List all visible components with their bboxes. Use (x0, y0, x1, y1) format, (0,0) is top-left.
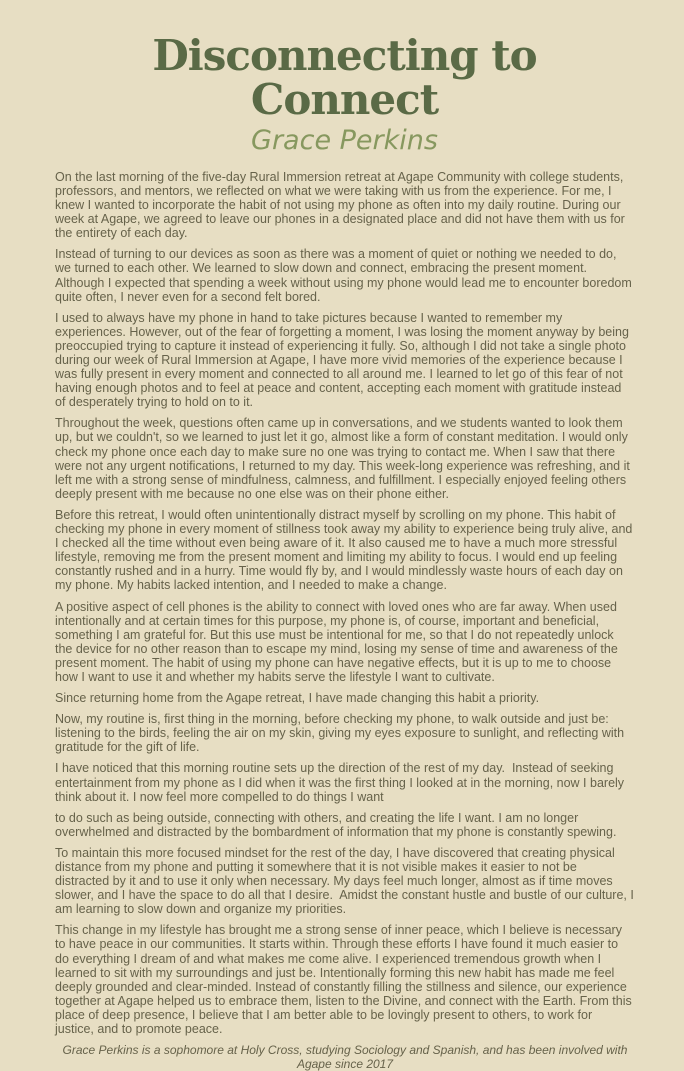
article-paragraph: This change in my lifestyle has brought me a strong sense of inner peace, which I believe is necessary to have peace in our communities. It starts within. Through these efforts I have found it much easier to do everything I dream of and what makes me come alive. I experienced tremendous growth when I learned to sit with my surroundings and just be. Intentionally forming this new habit has made me feel deeply grounded and clear-minded. Instead of constantly filling the stillness and silence, our experience together at Agape helped us to embrace them, listen to the Divine, and connect with the Earth. From this place of deep presence, I believe that I am better able to be lovingly present to others, to work for justice, and to promote peace. (55, 923, 636, 1037)
article-paragraph: On the last morning of the five-day Rural Immersion retreat at Agape Community with college students, professors, and mentors, we reflected on what we were taking with us from the experience. For me, I knew I wanted to incorporate the habit of not using my phone as often into my daily routine. During our week at Agape, we agreed to leave our phones in a designated place and did not have them with us for the entirety of each day. (55, 169, 629, 241)
article-paragraph: To maintain this more focused mindset for the rest of the day, I have discovered that creating physical distance from my phone and putting it somewhere that it is not visible makes it easier to not be distracted by it and to use it only when necessary. My days feel much longer, almost as if time moves slower, and I have the space to do all that I desire. Amidst the constant hustle and bustle of our culture, I am learning to slow down and organize my priorities. (55, 845, 638, 917)
author-byline: Grace Perkins (251, 125, 438, 157)
author-bio-footer: Grace Perkins is a sophomore at Holy Cross, studying Sociology and Spanish, and has been involved with Agape since 2017 (62, 1043, 628, 1071)
article-paragraph: to do such as being outside, connecting with others, and creating the life I want. I am no longer overwhelmed and distracted by the bombardment of information that my phone is constantly spewing. (55, 810, 617, 839)
article-paragraph: I have noticed that this morning routine sets up the direction of the rest of my day. Instead of seeking entertainment from my phone as I did when it was the first thing I looked at in the morning, now I barely think about it. I now feel more compelled to do things I want (55, 761, 628, 804)
article-paragraph: Instead of turning to our devices as soon as there was a moment of quiet or nothing we needed to do, we turned to each other. We learned to slow down and connect, embracing the present moment. Although I expected that spending a week without using my phone would lead me to encounter boredom quite often, I never even for a second felt bored. (55, 247, 636, 304)
page-title: Disconnecting to Connect (152, 31, 537, 125)
article-paragraph: Before this retreat, I would often unintentionally distract myself by scrolling on my phone. This habit of checking my phone in every moment of stillness took away my ability to experience being truly alive, and I checked all the time without even being aware of it. It also caused me to have a much more stressful lifestyle, removing me from the present moment and limiting my ability to focus. I would end up feeling constantly rushed and in a hurry. Time would fly by, and I would mindlessly waste hours of each day on my phone. My habits lacked intention, and I needed to make a change. (55, 507, 636, 593)
article-body (55, 169, 638, 1037)
article-paragraph: A positive aspect of cell phones is the ability to connect with loved ones who are far away. When used intentionally and at certain times for this purpose, my phone is, of course, important and beneficial, something I am grateful for. But this use must be intentional for me, so that I do not repeatedly unlock the device for no other reason than to escape my mind, losing my sense of time and awareness of the present moment. The habit of using my phone can have negative effects, but it is up to me to choose how I want to use it and whether my habits serve the lifestyle I want to cultivate. (55, 599, 622, 684)
article-paragraph: I used to always have my phone in hand to take pictures because I wanted to remember my experiences. However, out of the fear of forgetting a moment, I was losing the moment anyway by being preoccupied trying to capture it instead of experiencing it fully. So, although I did not take a single photo during our week of Rural Immersion at Agape, I have more vivid memories of the experience because I was fully present in every moment and connected to all around me. I learned to let go of this fear of not having enough photos and to feel at peace and content, accepting each moment with gratitude instead of desperately trying to hold on to it. (55, 310, 633, 410)
article-paragraph: Throughout the week, questions often came up in conversations, and we students wanted to look them up, but we couldn't, so we learned to just let it go, almost like a form of constant meditation. I would only check my phone once each day to make sure no one was trying to contact me. When I saw that there were not any urgent notifications, I returned to my day. This week-long experience was refreshing, and it left me with a strong sense of mindfulness, calmness, and fulfillment. I especially enjoyed feeling others deeply present with me because no one else was on their phone either. (55, 416, 634, 501)
article-paragraph: Now, my routine is, first thing in the morning, before checking my phone, to walk outside and just be: listening to the birds, feeling the air on my skin, giving my eyes exposure to sunlight, and reflecting with gratitude for the gift of life. (55, 712, 628, 755)
article-paragraph: Since returning home from the Agape retreat, I have made changing this habit a priority. (55, 691, 540, 706)
